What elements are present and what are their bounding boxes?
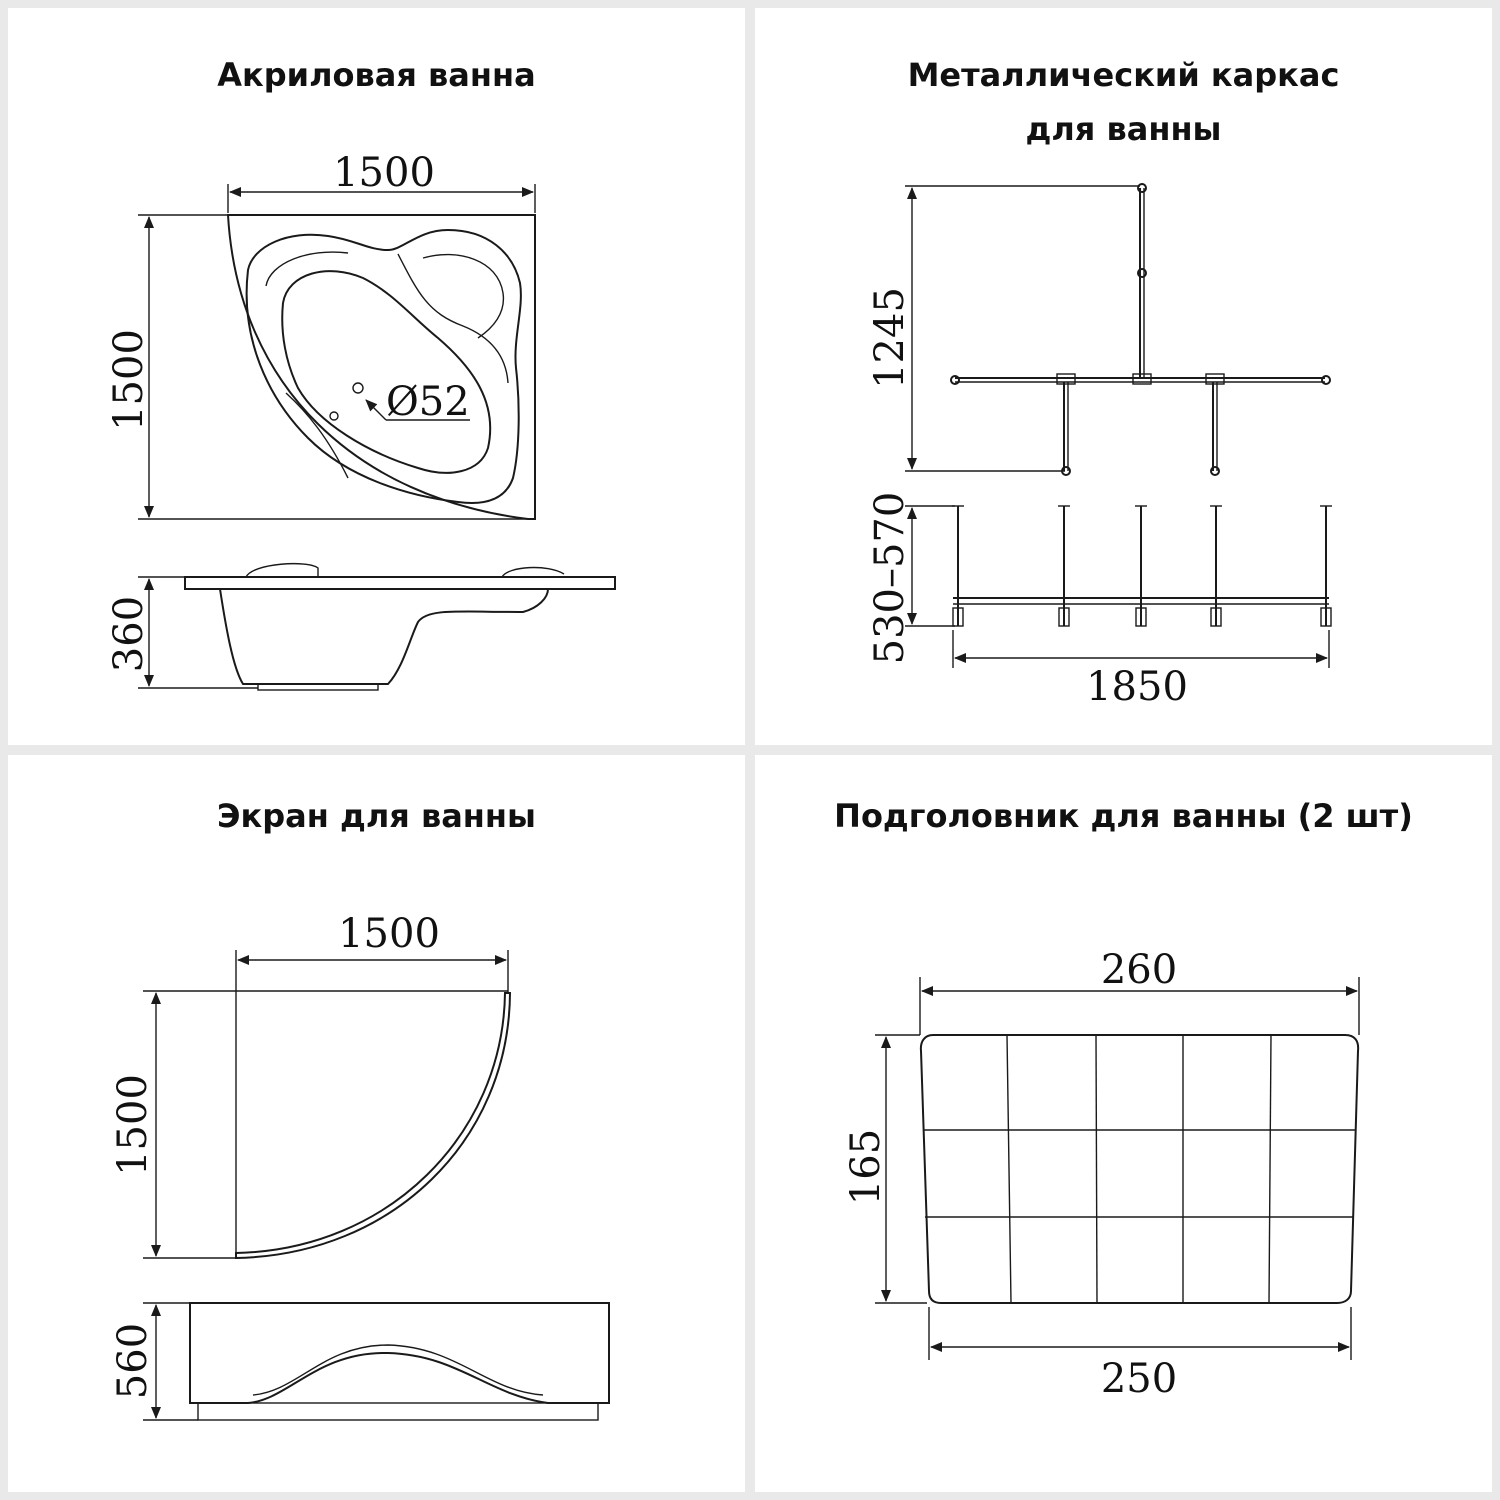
frame-height-label: 530–570 bbox=[867, 491, 913, 665]
headrest-height-label: 165 bbox=[843, 1128, 889, 1206]
panel-title-line: для ванны bbox=[1025, 110, 1222, 148]
drain-diameter-label: Ø52 bbox=[386, 379, 470, 425]
headrest-top-width-label: 260 bbox=[1100, 947, 1178, 993]
headrest-outline bbox=[921, 1035, 1358, 1303]
frame-length-label: 1245 bbox=[867, 287, 913, 389]
panel-bath-screen bbox=[8, 755, 745, 1492]
headrest-seam bbox=[1007, 1035, 1011, 1303]
screen-side bbox=[190, 1303, 609, 1403]
screen-side-base bbox=[198, 1403, 598, 1420]
panel-acrylic-bath bbox=[8, 8, 745, 745]
headrest-drawing bbox=[755, 755, 1492, 1492]
panel-headrest bbox=[755, 755, 1492, 1492]
screen-depth-label: 1500 bbox=[110, 1074, 156, 1176]
headrest-bump bbox=[502, 568, 564, 577]
screen-curve bbox=[236, 993, 510, 1258]
frame-foot-icon bbox=[1322, 376, 1330, 384]
bath-width-label: 1500 bbox=[333, 150, 435, 196]
panel-title: Экран для ванны bbox=[217, 797, 536, 835]
panel-title-line: Металлический каркас bbox=[907, 56, 1340, 94]
bath-depth-label: 1500 bbox=[106, 329, 152, 431]
screen-width-label: 1500 bbox=[338, 911, 440, 957]
screen-height-label: 560 bbox=[110, 1322, 156, 1400]
overflow-icon bbox=[330, 412, 338, 420]
panel-title: Подголовник для ванны (2 шт) bbox=[834, 797, 1413, 835]
bath-outline bbox=[228, 215, 535, 519]
headrest-bump bbox=[246, 564, 318, 577]
frame-drawing bbox=[755, 8, 1492, 745]
bath-side-body bbox=[220, 589, 548, 684]
frame-side-legs bbox=[952, 506, 1332, 626]
headrest-seam bbox=[1096, 1035, 1097, 1303]
drain-icon bbox=[353, 383, 363, 393]
bath-side-rim bbox=[185, 577, 615, 589]
screen-drawing bbox=[8, 755, 745, 1492]
drain-leader bbox=[366, 400, 386, 420]
panel-metal-frame bbox=[755, 8, 1492, 745]
bath-seat-line bbox=[266, 252, 348, 286]
screen-side-curve bbox=[253, 1345, 543, 1395]
bath-height-label: 360 bbox=[106, 595, 152, 673]
bath-drawing bbox=[8, 8, 745, 745]
headrest-bottom-width-label: 250 bbox=[1100, 1356, 1178, 1402]
bath-armrest-line bbox=[286, 393, 348, 478]
panel-title: Акриловая ванна bbox=[217, 56, 536, 94]
headrest-seam bbox=[1269, 1035, 1271, 1303]
frame-width-label: 1850 bbox=[1086, 664, 1188, 710]
